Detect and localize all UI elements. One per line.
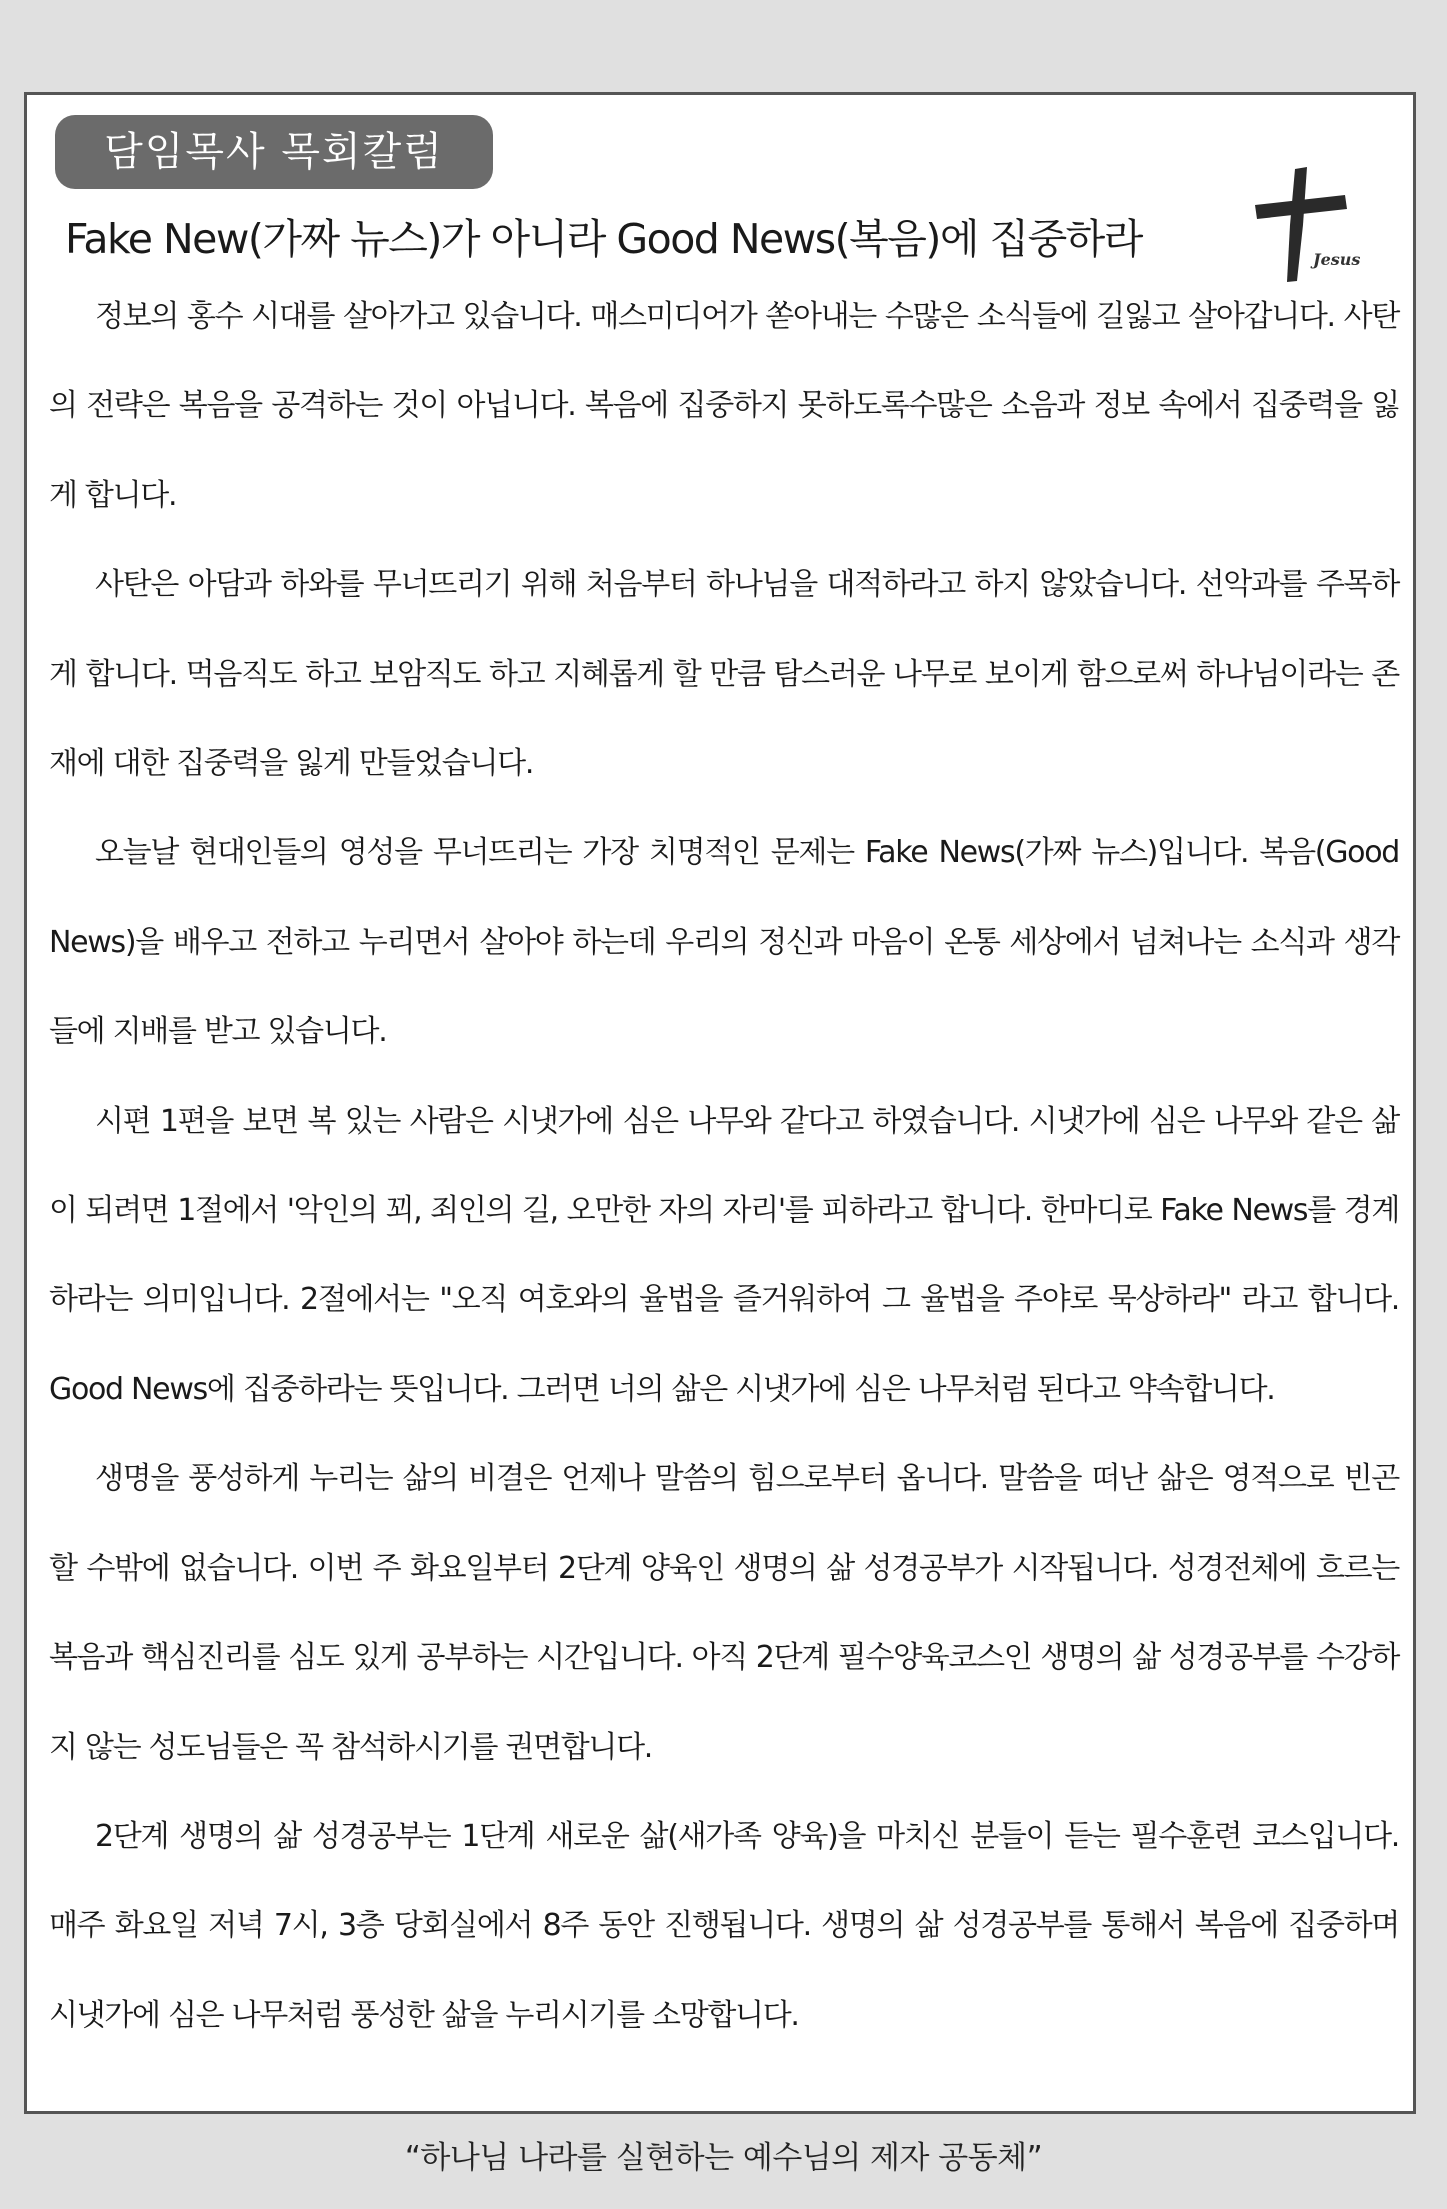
- article-body: [49, 272, 1399, 2060]
- article-paragraph: 오늘날 현대인들의 영성을 무너뜨리는 가장 치명적인 문제는 Fake News(가짜 뉴스)입니다. 복음(Good News)을 배우고 전하고 누리면서 살아야 하는데 우리의 정신과 마음이 온통 세상에서 넘쳐나는 소식과 생각들에 지배를 받고 있습니다.: [49, 835, 1399, 1050]
- column-badge: 담임목사 목회칼럼: [55, 115, 493, 189]
- cross-jesus-text: Jesus: [1313, 250, 1361, 269]
- article-paragraph: 시편 1편을 보면 복 있는 사람은 시냇가에 심은 나무와 같다고 하였습니다. 시냇가에 심은 나무와 같은 삶이 되려면 1절에서 '악인의 꾀, 죄인의 길, 오만한 자의 자리'를 피하라고 합니다. 한마디로 Fake News를 경계하라는 의미입니다. 2절에서는 "오직 여호와의 율법을 즐거워하여 그 율법을 주야로 묵상하라" 라고 합니다. Good News에 집중하라는 뜻입니다. 그러면 너의 삶은 시냇가에 심은 나무처럼 된다고 약속합니다.: [49, 1103, 1399, 1407]
- article-paragraph: 생명을 풍성하게 누리는 삶의 비결은 언제나 말씀의 힘으로부터 옵니다. 말씀을 떠난 삶은 영적으로 빈곤할 수밖에 없습니다. 이번 주 화요일부터 2단계 양육인 생명의 삶 성경공부가 시작됩니다. 성경전체에 흐르는 복음과 핵심진리를 심도 있게 공부하는 시간입니다. 아직 2단계 필수양육코스인 생명의 삶 성경공부를 수강하지 않는 성도님들은 꼭 참석하시기를 권면합니다.: [49, 1461, 1399, 1765]
- column-frame: [24, 92, 1416, 2114]
- church-motto: “하나님 나라를 실현하는 예수님의 제자 공동체”: [404, 2140, 1043, 2176]
- article-paragraph: 사탄은 아담과 하와를 무너뜨리기 위해 처음부터 하나님을 대적하라고 하지 않았습니다. 선악과를 주목하게 합니다. 먹음직도 하고 보암직도 하고 지혜롭게 할 만큼 탐스러운 나무로 보이게 함으로써 하나님이라는 존재에 대한 집중력을 잃게 만들었습니다.: [49, 567, 1399, 782]
- article-paragraph: 2단계 생명의 삶 성경공부는 1단계 새로운 삶(새가족 양육)을 마치신 분들이 듣는 필수훈련 코스입니다. 매주 화요일 저녁 7시, 3층 당회실에서 8주 동안 진행됩니다. 생명의 삶 성경공부를 통해서 복음에 집중하며 시냇가에 심은 나무처럼 풍성한 삶을 누리시기를 소망합니다.: [49, 1818, 1399, 2033]
- article-title: Fake New(가짜 뉴스)가 아니라 Good News(복음)에 집중하라: [65, 215, 1142, 263]
- article-paragraph: 정보의 홍수 시대를 살아가고 있습니다. 매스미디어가 쏟아내는 수많은 소식들에 길잃고 살아갑니다. 사탄의 전략은 복음을 공격하는 것이 아닙니다. 복음에 집중하지 못하도록수많은 소음과 정보 속에서 집중력을 잃게 합니다.: [49, 299, 1399, 513]
- cross-icon: [1217, 165, 1367, 285]
